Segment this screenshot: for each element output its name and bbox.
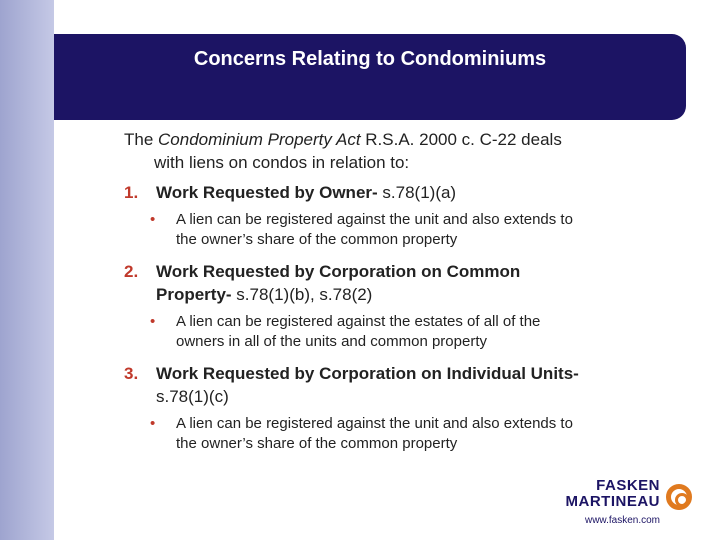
title-banner bbox=[54, 34, 686, 120]
list-item-1 bbox=[124, 181, 684, 204]
bullet-line: A lien can be registered against the unit and also extends to bbox=[176, 211, 573, 228]
logo-url: www.fasken.com bbox=[584, 515, 660, 526]
slide-title: Concerns Relating to Condominiums bbox=[193, 48, 547, 70]
intro-prefix: The bbox=[124, 130, 159, 149]
sub-bullet-1 bbox=[124, 210, 684, 250]
list-item-2 bbox=[124, 260, 684, 306]
intro-suffix: R.S.A. 2000 c. C-22 deals bbox=[360, 130, 562, 149]
intro-line2: with liens on condos in relation to: bbox=[154, 153, 410, 172]
item-ref: s.78(1)(c) bbox=[156, 387, 229, 406]
item-heading: Work Requested by Owner- bbox=[156, 183, 378, 202]
act-name: Condominium Property Act bbox=[158, 130, 361, 149]
logo-wordmark bbox=[566, 478, 661, 510]
intro-paragraph bbox=[124, 128, 684, 174]
bullet-line: the owner’s share of the common property bbox=[176, 231, 458, 248]
item-number: 2. bbox=[124, 262, 139, 281]
bullet-icon: • bbox=[150, 415, 156, 432]
sub-bullet-2 bbox=[124, 312, 684, 352]
list-item-3 bbox=[124, 362, 684, 408]
logo-ring-icon bbox=[666, 484, 692, 510]
item-ref: s.78(1)(b), s.78(2) bbox=[231, 285, 373, 304]
left-decor-strip bbox=[0, 0, 54, 540]
item-heading: Work Requested by Corporation on Individual Units- bbox=[156, 364, 579, 383]
fasken-logo bbox=[566, 478, 698, 528]
bullet-line: the owner’s share of the common property bbox=[176, 435, 458, 452]
logo-line2: MARTINEAU bbox=[565, 493, 660, 510]
bullet-line: owners in all of the units and common property bbox=[176, 333, 487, 350]
bullet-line: A lien can be registered against the unit and also extends to bbox=[176, 415, 573, 432]
item-heading: Work Requested by Corporation on Common bbox=[156, 262, 521, 281]
item-ref: s.78(1)(a) bbox=[377, 183, 457, 202]
bullet-icon: • bbox=[150, 211, 156, 228]
bullet-icon: • bbox=[150, 313, 156, 330]
sub-bullet-3 bbox=[124, 414, 684, 454]
bullet-line: A lien can be registered against the estates of all of the bbox=[176, 313, 541, 330]
slide-content bbox=[124, 128, 684, 464]
logo-line1: FASKEN bbox=[596, 477, 660, 494]
item-heading-cont: Property- bbox=[156, 285, 232, 304]
item-number: 3. bbox=[124, 364, 139, 383]
item-number: 1. bbox=[124, 183, 139, 202]
